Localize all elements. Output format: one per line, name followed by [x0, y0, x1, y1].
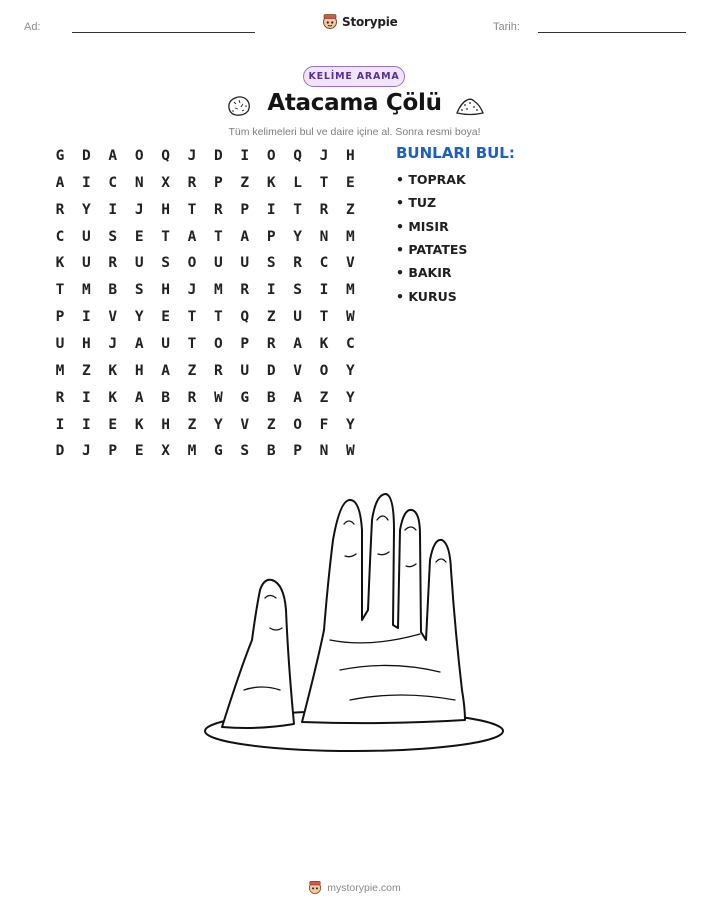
grid-letter[interactable]: S — [161, 255, 170, 272]
grid-letter[interactable]: O — [214, 335, 223, 352]
grid-letter[interactable]: U — [240, 255, 250, 272]
brand-name: Storypie — [342, 14, 398, 29]
grid-letter[interactable]: T — [187, 201, 197, 218]
grid-letter[interactable]: H — [134, 362, 144, 379]
grid-letter[interactable]: C — [108, 174, 118, 191]
grid-letter[interactable]: P — [214, 174, 223, 191]
grid-letter[interactable]: G — [240, 389, 250, 406]
grid-letter[interactable]: Z — [187, 416, 197, 433]
grid-letter[interactable]: T — [319, 309, 329, 326]
grid-letter[interactable]: H — [161, 201, 170, 218]
grid-letter[interactable]: Y — [346, 362, 355, 379]
grid-letter[interactable]: U — [82, 255, 91, 272]
grid-letter[interactable]: V — [293, 362, 302, 379]
grid-letter[interactable]: K — [319, 335, 329, 352]
grid-letter[interactable]: Q — [293, 148, 302, 164]
date-line — [538, 32, 686, 33]
grid-letter[interactable]: R — [55, 389, 65, 406]
instructions: Tüm kelimeleri bul ve daire içine al. Sonra resmi boya! — [228, 126, 481, 138]
grid-letter[interactable]: R — [319, 201, 329, 218]
grid-letter[interactable]: L — [293, 174, 302, 191]
grid-letter[interactable]: J — [187, 148, 197, 164]
grid-letter[interactable]: X — [161, 443, 170, 460]
grid-letter[interactable]: S — [266, 255, 276, 272]
grid-letter[interactable]: M — [187, 443, 197, 460]
grid-letter[interactable]: N — [319, 443, 329, 460]
grid-letter[interactable]: Z — [187, 362, 197, 379]
brand-logo — [322, 13, 398, 30]
grid-letter[interactable]: H — [161, 282, 170, 299]
name-label: Ad: — [24, 21, 41, 33]
grid-letter[interactable]: Z — [266, 309, 276, 326]
grid-letter[interactable]: E — [108, 416, 118, 433]
grid-letter[interactable]: Y — [134, 309, 144, 326]
grid-letter[interactable]: Y — [82, 201, 91, 218]
salt-pile-icon — [455, 95, 485, 117]
grid-letter[interactable]: C — [346, 335, 355, 352]
grid-letter[interactable]: A — [161, 362, 170, 379]
grid-letter[interactable]: M — [346, 228, 355, 245]
grid-letter[interactable]: N — [134, 174, 144, 191]
grid-letter[interactable]: T — [161, 228, 170, 245]
grid-letter[interactable]: W — [214, 389, 223, 406]
activity-badge: KELİME ARAMA — [303, 66, 405, 87]
word-list-item: • KURUS — [396, 289, 457, 304]
word-list-item: • TUZ — [396, 195, 437, 210]
date-label: Tarih: — [493, 21, 520, 33]
grid-letter[interactable]: N — [319, 228, 329, 245]
grid-letter[interactable]: E — [134, 443, 144, 460]
grid-letter[interactable]: S — [134, 282, 144, 299]
footer — [0, 880, 709, 895]
grid-letter[interactable]: Z — [82, 362, 91, 379]
grid-letter[interactable]: G — [214, 443, 223, 460]
grid-letter[interactable]: T — [214, 309, 223, 326]
grid-letter[interactable]: T — [187, 309, 197, 326]
grid-letter[interactable]: I — [82, 416, 91, 433]
grid-letter[interactable]: K — [266, 174, 276, 191]
grid-letter[interactable]: Q — [161, 148, 170, 164]
grid-letter[interactable]: D — [55, 443, 65, 460]
grid-letter[interactable]: I — [82, 174, 91, 191]
grid-letter[interactable]: I — [82, 309, 91, 326]
grid-letter[interactable]: E — [161, 309, 170, 326]
grid-letter[interactable]: Q — [240, 309, 250, 326]
grid-letter[interactable]: A — [55, 174, 65, 191]
grid-letter[interactable]: K — [108, 362, 118, 379]
grid-letter[interactable]: J — [319, 148, 329, 164]
grid-letter[interactable]: T — [187, 335, 197, 352]
grid-letter[interactable]: O — [266, 148, 276, 164]
grid-letter[interactable]: P — [108, 443, 118, 460]
grid-letter[interactable]: Z — [319, 389, 329, 406]
storypie-mascot-icon — [322, 13, 338, 30]
grid-letter[interactable]: C — [319, 255, 329, 272]
grid-letter[interactable]: O — [319, 362, 329, 379]
grid-letter[interactable]: R — [108, 255, 118, 272]
grid-letter[interactable]: S — [240, 443, 250, 460]
grid-letter[interactable]: W — [346, 309, 355, 326]
word-list-title: BUNLARI BUL: — [396, 144, 515, 162]
grid-letter[interactable]: A — [293, 389, 302, 406]
grid-letter[interactable]: J — [108, 335, 118, 352]
grid-letter[interactable]: W — [346, 443, 355, 460]
grid-letter[interactable]: V — [346, 255, 355, 272]
grid-letter[interactable]: J — [82, 443, 91, 460]
grid-letter[interactable]: T — [214, 228, 223, 245]
grid-letter[interactable]: S — [108, 228, 118, 245]
grid-letter[interactable]: R — [266, 335, 276, 352]
grid-letter[interactable]: I — [82, 389, 91, 406]
grid-letter[interactable]: K — [108, 389, 118, 406]
grid-letter[interactable]: J — [134, 201, 144, 218]
grid-letter[interactable]: B — [161, 389, 170, 406]
grid-letter[interactable]: A — [293, 335, 302, 352]
page-title: Atacama Çölü — [267, 90, 442, 116]
grid-letter[interactable]: I — [55, 416, 65, 433]
grid-letter[interactable]: I — [266, 282, 276, 299]
grid-letter[interactable]: P — [55, 309, 65, 326]
grid-letter[interactable]: R — [240, 282, 250, 299]
word-list-item: • PATATES — [396, 242, 468, 257]
name-line — [72, 32, 255, 33]
grid-letter[interactable]: G — [55, 148, 65, 164]
grid-letter[interactable]: Y — [346, 389, 355, 406]
storypie-mascot-icon — [308, 880, 322, 895]
grid-letter[interactable]: T — [293, 201, 302, 218]
grid-letter[interactable]: O — [187, 255, 197, 272]
grid-letter[interactable]: I — [319, 282, 329, 299]
grid-letter[interactable]: R — [293, 255, 302, 272]
grid-letter[interactable]: A — [134, 335, 144, 352]
grid-letter[interactable]: E — [134, 228, 144, 245]
grid-letter[interactable]: I — [240, 148, 250, 164]
grid-letter[interactable]: U — [214, 255, 223, 272]
grid-letter[interactable]: V — [240, 416, 250, 433]
grid-letter[interactable]: T — [55, 282, 65, 299]
grid-letter[interactable]: Y — [293, 228, 302, 245]
grid-letter[interactable]: P — [266, 228, 276, 245]
grid-letter[interactable]: D — [266, 362, 276, 379]
footer-url: mystorypie.com — [327, 881, 401, 894]
grid-letter[interactable]: Z — [346, 201, 355, 218]
grid-letter[interactable]: R — [55, 201, 65, 218]
grid-letter[interactable]: I — [266, 201, 276, 218]
grid-letter[interactable]: B — [108, 282, 118, 299]
grid-letter[interactable]: A — [240, 228, 250, 245]
grid-letter[interactable]: A — [187, 228, 197, 245]
grid-letter[interactable]: H — [82, 335, 91, 352]
grid-letter[interactable]: H — [161, 416, 170, 433]
grid-letter[interactable]: M — [346, 282, 355, 299]
grid-letter[interactable]: M — [55, 362, 65, 379]
grid-letter[interactable]: C — [55, 228, 65, 245]
grid-letter[interactable]: D — [214, 148, 223, 164]
grid-letter[interactable]: E — [346, 174, 355, 191]
grid-letter[interactable]: B — [266, 443, 276, 460]
grid-letter[interactable]: X — [161, 174, 170, 191]
grid-letter[interactable]: T — [319, 174, 329, 191]
grid-letter[interactable]: M — [214, 282, 223, 299]
grid-letter[interactable]: P — [240, 335, 250, 352]
grid-letter[interactable]: H — [346, 148, 355, 164]
word-list-item: • MISIR — [396, 219, 449, 234]
grid-letter[interactable]: Z — [266, 416, 276, 433]
grid-letter[interactable]: R — [187, 389, 197, 406]
grid-letter[interactable]: U — [240, 362, 250, 379]
grid-letter[interactable]: U — [293, 309, 302, 326]
grid-letter[interactable]: Z — [240, 174, 250, 191]
grid-letter[interactable]: U — [161, 335, 170, 352]
grid-letter[interactable]: O — [293, 416, 302, 433]
grid-letter[interactable]: U — [55, 335, 65, 352]
grid-letter[interactable]: P — [240, 201, 250, 218]
grid-letter[interactable]: M — [82, 282, 91, 299]
grid-letter[interactable]: Y — [214, 416, 223, 433]
grid-letter[interactable]: J — [187, 282, 197, 299]
grid-letter[interactable]: F — [319, 416, 329, 433]
grid-letter[interactable]: O — [134, 148, 144, 164]
grid-letter[interactable]: R — [187, 174, 197, 191]
grid-letter[interactable]: R — [214, 201, 223, 218]
grid-letter[interactable]: I — [108, 201, 118, 218]
grid-letter[interactable]: Y — [346, 416, 355, 433]
grid-letter[interactable]: D — [82, 148, 91, 164]
grid-letter[interactable]: K — [134, 416, 144, 433]
grid-letter[interactable]: U — [82, 228, 91, 245]
hand-sculpture-illustration — [196, 486, 512, 754]
grid-letter[interactable]: U — [134, 255, 144, 272]
grid-letter[interactable]: B — [266, 389, 276, 406]
grid-letter[interactable]: A — [108, 148, 118, 164]
grid-letter[interactable]: K — [55, 255, 65, 272]
grid-letter[interactable]: V — [108, 309, 118, 326]
grid-letter[interactable]: R — [214, 362, 223, 379]
grid-letter[interactable]: S — [293, 282, 302, 299]
word-list-item: • TOPRAK — [396, 172, 466, 187]
grid-letter[interactable]: P — [293, 443, 302, 460]
grid-letter[interactable]: A — [134, 389, 144, 406]
word-list-item: • BAKIR — [396, 265, 452, 280]
